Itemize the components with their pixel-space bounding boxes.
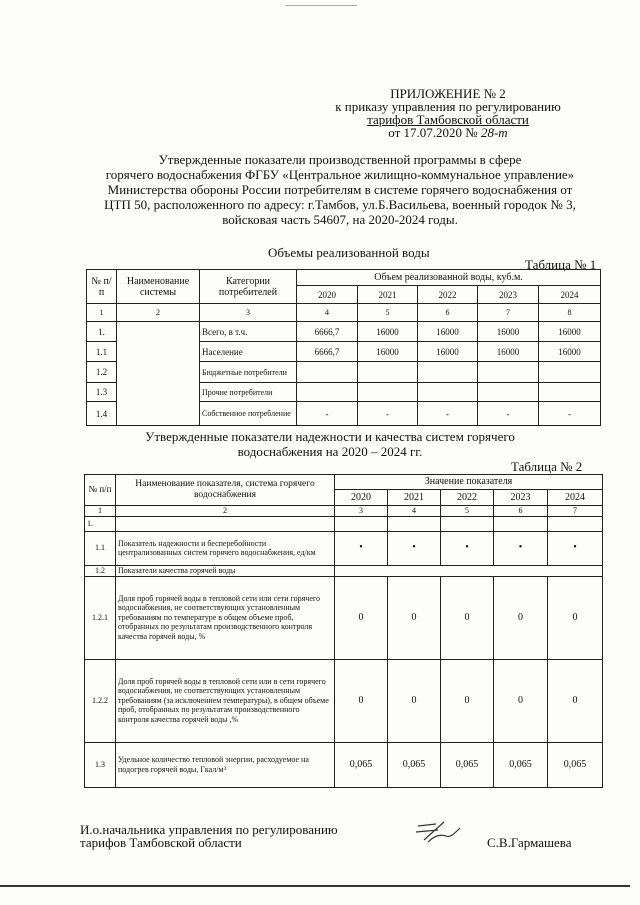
order-number-handwritten: 28-т bbox=[480, 125, 508, 140]
col-number: 2 bbox=[117, 304, 200, 322]
value-cell: 16000 bbox=[539, 322, 601, 342]
col-number: 3 bbox=[335, 506, 388, 517]
value-cell: 0 bbox=[441, 576, 494, 659]
value-cell: • bbox=[388, 531, 441, 565]
value-cell: 0 bbox=[548, 576, 603, 659]
table-row bbox=[85, 565, 603, 576]
col-number: 2 bbox=[116, 506, 335, 517]
value-cell: 0,065 bbox=[335, 742, 388, 787]
approved-heading bbox=[60, 152, 620, 227]
value-cell: - bbox=[297, 402, 358, 426]
value-cell bbox=[539, 362, 601, 383]
system-name-cell bbox=[117, 322, 200, 426]
year-cell: 2023 bbox=[494, 490, 548, 506]
col-number: 7 bbox=[478, 304, 539, 322]
year-cell: 2020 bbox=[297, 286, 358, 304]
col-number: 5 bbox=[441, 506, 494, 517]
value-cell bbox=[494, 516, 548, 531]
col-number: 5 bbox=[358, 304, 418, 322]
value-cell: - bbox=[418, 402, 478, 426]
value-cell: 6666,7 bbox=[297, 322, 358, 342]
year-cell: 2021 bbox=[388, 490, 441, 506]
value-cell: 0 bbox=[335, 659, 388, 742]
signature-icon bbox=[414, 818, 466, 848]
value-cell bbox=[418, 362, 478, 383]
table-row bbox=[85, 516, 603, 531]
value-cell bbox=[388, 516, 441, 531]
header-num: № п/п bbox=[87, 270, 117, 304]
col-number: 6 bbox=[494, 506, 548, 517]
table1-caption: Объемы реализованной воды bbox=[268, 245, 430, 260]
value-cell bbox=[478, 362, 539, 383]
value-cell: 16000 bbox=[478, 322, 539, 342]
value-cell: 16000 bbox=[418, 342, 478, 362]
value-cell: 16000 bbox=[358, 322, 418, 342]
table2-label: Таблица № 2 bbox=[511, 459, 583, 474]
value-cell: - bbox=[358, 402, 418, 426]
year-cell: 2022 bbox=[441, 490, 494, 506]
value-cell: - bbox=[478, 402, 539, 426]
value-cell: 6666,7 bbox=[297, 342, 358, 362]
value-cell: 0 bbox=[548, 659, 603, 742]
header-value: Значение показателя bbox=[335, 475, 603, 490]
value-cell: 0,065 bbox=[548, 742, 603, 787]
appendix-date: от 17.07.2020 № bbox=[388, 125, 478, 140]
scan-artifact bbox=[285, 5, 357, 6]
row-category: Прочие потребители bbox=[200, 383, 297, 402]
table2-caption bbox=[100, 429, 560, 459]
value-cell: - bbox=[539, 402, 601, 426]
row-num: 1.2 bbox=[85, 565, 116, 576]
value-cell: • bbox=[548, 531, 603, 565]
row-name: Доля проб горячей воды в тепловой сети или сети горячего водоснабжения, не соответствующих установленным требованиям по температуре в общем объеме проб, отобранных по результатам производственного контроля качества горячей воды, % bbox=[116, 576, 335, 659]
value-cell: • bbox=[441, 531, 494, 565]
value-cell: 0 bbox=[494, 576, 548, 659]
signer-position-line: И.о.начальника управления по регулированию bbox=[80, 822, 338, 837]
row-name bbox=[116, 516, 335, 531]
header-num: № п/п bbox=[85, 475, 116, 506]
value-cell: 0 bbox=[494, 659, 548, 742]
value-cell: 0,065 bbox=[441, 742, 494, 787]
col-number: 4 bbox=[297, 304, 358, 322]
value-cell: 16000 bbox=[478, 342, 539, 362]
value-cell: 16000 bbox=[358, 342, 418, 362]
signer-name: С.В.Гармашева bbox=[487, 835, 572, 850]
col-number: 1 bbox=[85, 506, 116, 517]
value-cell bbox=[548, 516, 603, 531]
year-cell: 2020 bbox=[335, 490, 388, 506]
row-num: 1.3 bbox=[85, 742, 116, 787]
approved-line: войсковая часть 54607, на 2020-2024 годы. bbox=[222, 212, 458, 227]
table2-caption-line: водоснабжения на 2020 – 2024 гг. bbox=[237, 444, 423, 459]
table-row bbox=[87, 322, 601, 342]
row-name: Показатель надежности и бесперебойности централизованных систем горячего водоснабжения, ед/км bbox=[116, 531, 335, 565]
table2-caption-line: Утвержденные показатели надежности и качества систем горячего bbox=[145, 429, 515, 444]
approved-line: Министерства обороны России потребителям в системе горячего водоснабжения от bbox=[107, 182, 573, 197]
value-cell: • bbox=[494, 531, 548, 565]
value-cell: 0 bbox=[441, 659, 494, 742]
year-cell: 2024 bbox=[548, 490, 603, 506]
header-name: Наименование системы bbox=[117, 270, 200, 304]
table1 bbox=[86, 269, 601, 426]
row-num: 1. bbox=[85, 516, 116, 531]
year-cell: 2023 bbox=[478, 286, 539, 304]
year-cell: 2021 bbox=[358, 286, 418, 304]
value-span-cell bbox=[335, 565, 603, 576]
row-num: 1.1 bbox=[87, 342, 117, 362]
col-number: 7 bbox=[548, 506, 603, 517]
value-cell: 0,065 bbox=[494, 742, 548, 787]
column-number-row bbox=[85, 506, 603, 517]
value-cell bbox=[478, 383, 539, 402]
table-row bbox=[85, 742, 603, 787]
approved-line: ЦТП 50, расположенного по адресу: г.Тамбов, ул.Б.Васильева, военный городок № 3, bbox=[104, 197, 576, 212]
value-cell bbox=[358, 362, 418, 383]
value-cell: 0 bbox=[335, 576, 388, 659]
table1-label: Таблица № 1 bbox=[525, 257, 597, 272]
col-number: 1 bbox=[87, 304, 117, 322]
row-category: Собственное потребление bbox=[200, 402, 297, 426]
row-num: 1.2 bbox=[87, 362, 117, 383]
year-cell: 2022 bbox=[418, 286, 478, 304]
row-category: Население bbox=[200, 342, 297, 362]
row-num: 1.1 bbox=[85, 531, 116, 565]
value-cell bbox=[539, 383, 601, 402]
value-cell: 0,065 bbox=[388, 742, 441, 787]
value-cell bbox=[358, 383, 418, 402]
table-row bbox=[85, 659, 603, 742]
appendix-title: ПРИЛОЖЕНИЕ № 2 bbox=[390, 86, 506, 101]
row-name: Удельное количество тепловой энергии, расходуемое на подогрев горячей воды, Гкал/м³ bbox=[116, 742, 335, 787]
row-num: 1.4 bbox=[87, 402, 117, 426]
column-number-row bbox=[87, 304, 601, 322]
row-num: 1.2.1 bbox=[85, 576, 116, 659]
row-category: Бюджетные потребители bbox=[200, 362, 297, 383]
approved-line: Утвержденные показатели производственной программы в сфере bbox=[158, 152, 522, 167]
row-num: 1.2.2 bbox=[85, 659, 116, 742]
table-row bbox=[85, 531, 603, 565]
approved-line: горячего водоснабжения ФГБУ «Центральное жилищно-коммунальное управление» bbox=[105, 167, 575, 182]
page-bottom-rule bbox=[0, 885, 630, 887]
row-num: 1. bbox=[87, 322, 117, 342]
row-category: Всего, в т.ч. bbox=[200, 322, 297, 342]
value-cell: 0 bbox=[388, 659, 441, 742]
appendix-header bbox=[318, 87, 578, 139]
value-cell: 16000 bbox=[539, 342, 601, 362]
value-cell: 16000 bbox=[418, 322, 478, 342]
value-cell bbox=[297, 362, 358, 383]
col-number: 6 bbox=[418, 304, 478, 322]
table2 bbox=[84, 474, 603, 788]
appendix-date-line bbox=[318, 126, 578, 139]
row-name: Доля проб горячей воды в тепловой сети или в сети горячего водоснабжения, не соответствующих установленным требованиям (за исключением температуры), в общем объеме проб, отобранных по результатам производственного контроля качества горячей воды ,% bbox=[116, 659, 335, 742]
col-number: 8 bbox=[539, 304, 601, 322]
row-num: 1.3 bbox=[87, 383, 117, 402]
header-category: Категории потребителей bbox=[200, 270, 297, 304]
header-volume: Объем реализованной воды, куб.м. bbox=[297, 270, 601, 286]
appendix-line2: тарифов Тамбовской области bbox=[367, 112, 529, 127]
col-number: 4 bbox=[388, 506, 441, 517]
signer-position-line: тарифов Тамбовской области bbox=[80, 835, 242, 850]
signer-position bbox=[80, 823, 338, 849]
value-cell: • bbox=[335, 531, 388, 565]
value-cell bbox=[441, 516, 494, 531]
year-cell: 2024 bbox=[539, 286, 601, 304]
value-cell: 0 bbox=[388, 576, 441, 659]
table-header-row bbox=[87, 270, 601, 286]
value-cell bbox=[297, 383, 358, 402]
appendix-line1: к приказу управления по регулированию bbox=[335, 99, 561, 114]
row-name: Показатели качества горячей воды bbox=[116, 565, 335, 576]
value-cell bbox=[418, 383, 478, 402]
header-name: Наименование показателя, система горячего водоснабжения bbox=[116, 475, 335, 506]
value-cell bbox=[335, 516, 388, 531]
table-row bbox=[85, 576, 603, 659]
table-header-row bbox=[85, 475, 603, 490]
col-number: 3 bbox=[200, 304, 297, 322]
